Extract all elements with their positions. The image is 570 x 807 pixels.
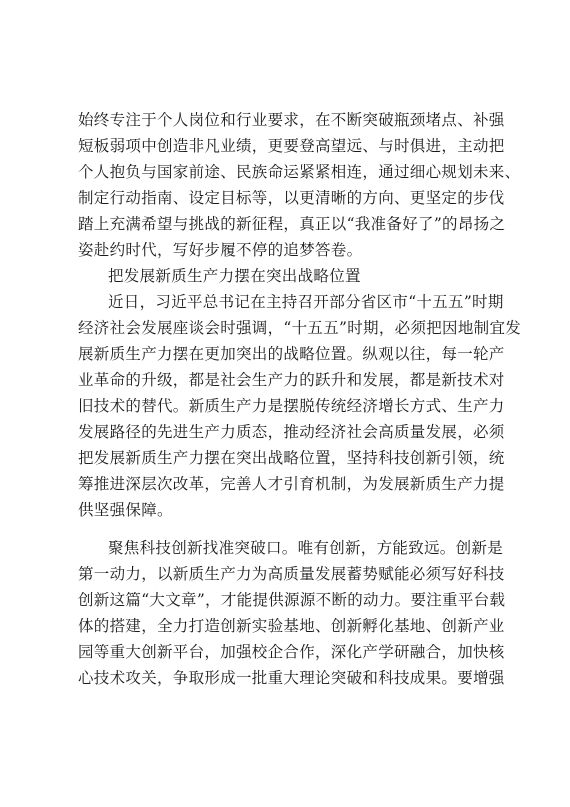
text-line: 体的搭建，全力打造创新实验基地、创新孵化基地、创新产业	[78, 617, 505, 635]
text-line: 发展路径的先进生产力质态，推动经济社会高质量发展，必须	[78, 423, 505, 441]
text-line: 第一动力，以新质生产力为高质量发展蓄势赋能必须写好科技	[78, 565, 505, 583]
text-line: 供坚强保障。	[78, 501, 173, 519]
text-line: 踏上充满希望与挑战的新征程，真正以“我准备好了”的昂扬之	[78, 215, 506, 233]
text-line: 筹推进深层次改革，完善人才引育机制，为发展新质生产力提	[78, 475, 505, 493]
text-line: 园等重大创新平台，加强校企合作，深化产学研融合，加快核	[78, 643, 505, 661]
text-line: 聚焦科技创新找准突破口。唯有创新，方能致远。创新是	[108, 539, 504, 557]
text-line: 把发展新质生产力摆在突出战略位置，坚持科技创新引领，统	[78, 449, 505, 467]
text-line: 始终专注于个人岗位和行业要求，在不断突破瓶颈堵点、补强	[78, 111, 505, 129]
text-line: 业革命的升级，都是社会生产力的跃升和发展，都是新技术对	[78, 371, 505, 389]
text-line: 旧技术的替代。新质生产力是摆脱传统经济增长方式、生产力	[78, 397, 505, 415]
text-line: 心技术攻关，争取形成一批重大理论突破和科技成果。要增强	[78, 669, 505, 687]
text-line: 短板弱项中创造非凡业绩，更要登高望远、与时俱进，主动把	[78, 137, 505, 155]
text-line: 姿赴约时代，写好步履不停的追梦答卷。	[78, 241, 363, 259]
text-line: 创新这篇“大文章”，才能提供源源不断的动力。要注重平台载	[78, 591, 506, 609]
text-line: 制定行动指南、设定目标等，以更清晰的方向、更坚定的步伐	[78, 189, 505, 207]
text-line: 展新质生产力摆在更加突出的战略位置。纵观以往，每一轮产	[78, 345, 505, 363]
text-line: 个人抱负与国家前途、民族命运紧紧相连，通过细心规划未来、	[78, 163, 521, 181]
section-heading: 把发展新质生产力摆在突出战略位置	[108, 267, 361, 285]
text-line: 近日，习近平总书记在主持召开部分省区市“十五五”时期	[108, 293, 504, 311]
text-line: 经济社会发展座谈会时强调，“十五五”时期，必须把因地制宜发	[78, 319, 522, 337]
